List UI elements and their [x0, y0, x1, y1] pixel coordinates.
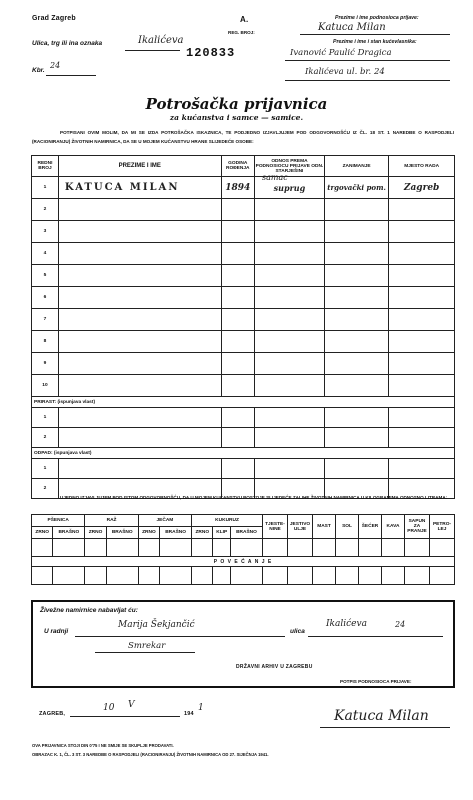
- row-number: 1: [32, 459, 59, 479]
- table-row: [32, 309, 455, 331]
- table-row: [32, 177, 455, 199]
- stock-sub-brasno: BRAŠNO: [53, 527, 85, 539]
- applicant-value: Katuca Milan: [318, 22, 386, 33]
- supply-extra: Smrekar: [128, 641, 166, 651]
- stock-sub-brasno: BRAŠNO: [160, 527, 192, 539]
- stock-col-secer: ŠEĆER: [359, 515, 382, 539]
- prirast-label: PRIRAST: (ispunjava vlast): [32, 397, 455, 408]
- signature: Katuca Milan: [334, 708, 429, 724]
- row-number: 3: [32, 221, 59, 243]
- row-number: 4: [32, 243, 59, 265]
- stock-col-petrolej: PETRO-LEJ: [430, 515, 455, 539]
- person-name: KATUCA MILAN: [58, 177, 221, 199]
- stock-statement: UJEDNO IZJAVLJUJEM POD ISTOM ODGOVORNOŠĆU, DA U MOJEM KUĆANSTVU POSTOJE SLIJEDEĆE ZALIHE ŽIVOTNIH NAMIRNICA U KILOGRAMIMA ODNOSNO LITRAMA:: [60, 495, 448, 500]
- landlord-address: Ikalićeva ul. br. 24: [305, 67, 385, 77]
- row-number: 2: [32, 199, 59, 221]
- table-row: [32, 243, 455, 265]
- house-label: Kbr.: [32, 67, 45, 74]
- stock-group-kukuruz: KUKURUZ: [192, 515, 263, 527]
- stock-col-ulje: JESTIVO ULJE: [288, 515, 313, 539]
- applicant-label: Prezime i ime podnosioca prijave:: [335, 15, 419, 21]
- person-job: trgovački pom.: [324, 177, 388, 199]
- city-name: Grad Zagreb: [32, 15, 76, 22]
- stock-table: [31, 514, 455, 585]
- street-value: Ikalićeva: [138, 35, 184, 46]
- stock-group-jecam: JEČAM: [138, 515, 191, 527]
- footer-month: V: [128, 700, 135, 710]
- table-row: [32, 331, 455, 353]
- shop-value: Marija Šekjančić: [118, 620, 195, 630]
- col-header-place: MJESTO RADA: [389, 156, 455, 177]
- person-relation: suprug: [254, 177, 324, 199]
- footer-place: ZAGREB,: [39, 711, 66, 717]
- row-number: 8: [32, 331, 59, 353]
- serial-number: 120833: [186, 46, 236, 60]
- row-number: 5: [32, 265, 59, 287]
- footer-note-price: OVA PRIJAVNICA STOJI DIN 0'75 I NE SMIJE SE SKUPLJE PRODAVATI.: [32, 743, 174, 748]
- house-number: 24: [50, 61, 61, 70]
- stock-sub-zrno: ZRNO: [32, 527, 53, 539]
- stock-sub-zrno: ZRNO: [192, 527, 213, 539]
- supply-street-value: Ikalićeva: [326, 619, 367, 629]
- row-number: 6: [32, 287, 59, 309]
- col-header-no: REDNI BROJ: [32, 156, 59, 177]
- stock-col-mast: MAST: [313, 515, 336, 539]
- row-number: 9: [32, 353, 59, 375]
- stock-col-sol: SOL: [336, 515, 359, 539]
- table-row: [32, 221, 455, 243]
- person-year: 1894: [221, 177, 254, 199]
- persons-table: [31, 155, 455, 499]
- intro-statement: POTPISANI OVIM MOLIM, DA MI SE IZDA POTROŠAČKA ISKAZNICA, TE PODJEDNO IZJAVLJUJEM POD ODGOVORNOŠĆU IZ ČL. 18 ST. 1 NAREDBE O RASPODJELI (RACIONIRANJU) ŽIVOTNIH NAMIRNICA, DA SE U MOJEM KUĆANSTVU HRANE SLIJEDEĆE OSOBE:: [32, 130, 454, 144]
- odpad-label: ODPAD: (ispunjava vlast): [32, 448, 455, 459]
- stock-group-psenica: PŠENICA: [32, 515, 85, 527]
- row-number: 2: [32, 428, 59, 448]
- stock-col-tjestenine: TJESTE-NINE: [263, 515, 288, 539]
- table-row: [32, 459, 455, 479]
- col-header-year: GODINA ROĐENJA: [221, 156, 254, 177]
- supply-label: Živežne namirnice nabavljat ću:: [40, 607, 138, 614]
- form-title: Potrošačka prijavnica: [145, 95, 328, 113]
- series-letter: A.: [240, 15, 249, 24]
- table-row: [32, 375, 455, 397]
- table-row: [32, 265, 455, 287]
- shop-label: U radnji: [44, 628, 69, 635]
- povecanje-label: P O V E Ć A N J E: [32, 557, 455, 567]
- col-header-name: PREZIME I IME: [58, 156, 221, 177]
- landlord-label: Prezime i ime i stan kućevlasnika:: [333, 39, 417, 45]
- footer-year-label: 194: [184, 711, 194, 717]
- stock-sub-klip: KLIP: [213, 527, 231, 539]
- reg-label: REG. BROJ:: [228, 30, 255, 35]
- stock-col-sapun: SAPUN ZA PRANJE: [405, 515, 430, 539]
- stock-group-raz: RAŽ: [85, 515, 138, 527]
- row-number: 1: [32, 177, 59, 199]
- landlord-value: Ivanović Paulić Dragica: [290, 48, 392, 58]
- stock-sub-brasno: BRAŠNO: [230, 527, 262, 539]
- street-label: Ulica, trg ili ina oznaka: [32, 40, 103, 47]
- table-row: [32, 287, 455, 309]
- supply-street-label: ulica: [290, 628, 305, 635]
- stock-col-kava: KAVA: [382, 515, 405, 539]
- row-number: 10: [32, 375, 59, 397]
- col-header-job: ZANIMANJE: [324, 156, 388, 177]
- table-row: [32, 353, 455, 375]
- footer-note-regulation: OBRAZAC K. 1, ČL. 3 ST. 3 NAREDBE O RASPODJELI (RACIONIRANJU) ŽIVOTNIH NAMIRNICA OD 27. SIJEČNJA 1941.: [32, 752, 269, 757]
- form-subtitle: za kućanstva i samce — samice.: [169, 113, 304, 122]
- person-place: Zagreb: [389, 177, 455, 199]
- relation-annotation: samac: [262, 173, 288, 182]
- table-row: [32, 408, 455, 428]
- col-header-relation: ODNOS PREMA PODNOSIOCU PRIJAVE ODN. STARJEŠINI: [254, 156, 324, 177]
- stock-sub-zrno: ZRNO: [85, 527, 106, 539]
- row-number: 7: [32, 309, 59, 331]
- footer-day: 10: [103, 703, 115, 713]
- footer-year-digit: 1: [198, 703, 204, 713]
- signature-label: POTPIS PODNOSIOCA PRIJAVE:: [340, 679, 412, 684]
- supply-street-no: 24: [395, 620, 406, 629]
- row-number: 2: [32, 479, 59, 499]
- stock-sub-zrno: ZRNO: [138, 527, 159, 539]
- archive-stamp: DRŽAVNI ARHIV U ZAGREBU: [236, 664, 313, 670]
- stock-sub-brasno: BRAŠNO: [106, 527, 138, 539]
- table-row: [32, 428, 455, 448]
- table-row: [32, 199, 455, 221]
- row-number: 1: [32, 408, 59, 428]
